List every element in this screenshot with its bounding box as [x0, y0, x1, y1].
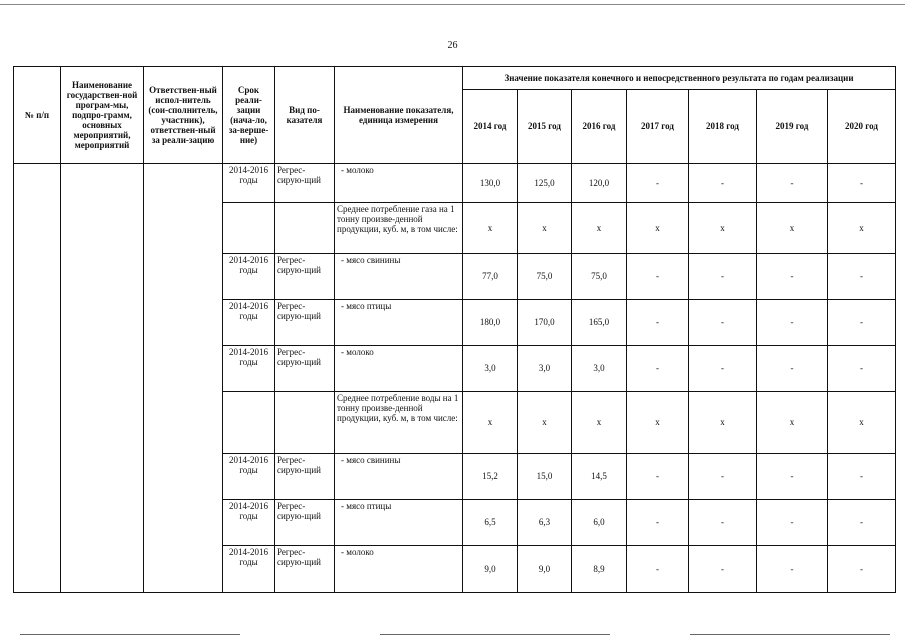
value-cell: x: [689, 392, 757, 454]
period-cell: 2014-2016 годы: [223, 500, 275, 546]
value-cell: -: [689, 164, 757, 203]
kind-cell: Регрес-сирую-щий: [275, 164, 335, 203]
indicator-name-cell: - мясо свинины: [335, 254, 463, 300]
value-cell: 75,0: [572, 254, 627, 300]
value-cell: -: [757, 546, 828, 593]
value-cell: -: [627, 346, 689, 392]
indicator-name-cell: - молоко: [335, 164, 463, 203]
indicator-name-cell: - молоко: [335, 546, 463, 593]
value-cell: -: [757, 164, 828, 203]
header-values-group: Значение показателя конечного и непосредственного результата по годам реализации: [463, 67, 896, 90]
value-cell: 6,3: [518, 500, 572, 546]
value-cell: -: [627, 254, 689, 300]
value-cell: 6,5: [463, 500, 518, 546]
value-cell: -: [757, 500, 828, 546]
kind-cell: Регрес-сирую-щий: [275, 346, 335, 392]
header-year: 2015 год: [518, 90, 572, 164]
value-cell: -: [828, 454, 896, 500]
value-cell: x: [828, 392, 896, 454]
header-executor: Ответствен-ный испол-нитель (сои-сполнитель, участник), ответствен-ный за реали-зацию: [144, 67, 223, 164]
value-cell: x: [463, 203, 518, 254]
bottom-edge-rule: [20, 634, 240, 635]
value-cell: x: [518, 392, 572, 454]
value-cell: -: [828, 546, 896, 593]
value-cell: 15,0: [518, 454, 572, 500]
indicator-name-cell: - молоко: [335, 346, 463, 392]
value-cell: x: [572, 392, 627, 454]
indicator-name-cell: - мясо свинины: [335, 454, 463, 500]
value-cell: 120,0: [572, 164, 627, 203]
value-cell: 75,0: [518, 254, 572, 300]
header-year: 2017 год: [627, 90, 689, 164]
period-cell: 2014-2016 годы: [223, 546, 275, 593]
value-cell: -: [828, 164, 896, 203]
period-cell: 2014-2016 годы: [223, 254, 275, 300]
value-cell: -: [689, 346, 757, 392]
value-cell: x: [572, 203, 627, 254]
value-cell: 125,0: [518, 164, 572, 203]
indicator-name-cell: - мясо птицы: [335, 300, 463, 346]
value-cell: -: [757, 346, 828, 392]
value-cell: 9,0: [463, 546, 518, 593]
bottom-edge-rule: [690, 634, 890, 635]
header-year: 2020 год: [828, 90, 896, 164]
value-cell: -: [828, 346, 896, 392]
value-cell: -: [627, 546, 689, 593]
value-cell: 14,5: [572, 454, 627, 500]
value-cell: x: [518, 203, 572, 254]
value-cell: -: [757, 254, 828, 300]
value-cell: 9,0: [518, 546, 572, 593]
indicator-name-cell: - мясо птицы: [335, 500, 463, 546]
value-cell: 15,2: [463, 454, 518, 500]
header-year: 2018 год: [689, 90, 757, 164]
value-cell: 3,0: [572, 346, 627, 392]
indicator-name-cell: Среднее потребление газа на 1 тонну произве-денной продукции, куб. м, в том числе:: [335, 203, 463, 254]
value-cell: -: [689, 254, 757, 300]
value-cell: x: [828, 203, 896, 254]
value-cell: -: [689, 454, 757, 500]
kind-cell: [275, 392, 335, 454]
header-year: 2016 год: [572, 90, 627, 164]
value-cell: x: [689, 203, 757, 254]
value-cell: 165,0: [572, 300, 627, 346]
period-cell: [223, 392, 275, 454]
num-cell-empty: [14, 164, 61, 593]
value-cell: -: [828, 500, 896, 546]
value-cell: x: [757, 392, 828, 454]
period-cell: 2014-2016 годы: [223, 346, 275, 392]
kind-cell: Регрес-сирую-щий: [275, 500, 335, 546]
period-cell: 2014-2016 годы: [223, 454, 275, 500]
value-cell: 6,0: [572, 500, 627, 546]
header-period: Срок реали-зации (нача-ло, за-верше-ние): [223, 67, 275, 164]
period-cell: 2014-2016 годы: [223, 300, 275, 346]
header-kind: Вид по-казателя: [275, 67, 335, 164]
value-cell: 77,0: [463, 254, 518, 300]
header-year: 2019 год: [757, 90, 828, 164]
header-num: № п/п: [14, 67, 61, 164]
value-cell: -: [828, 300, 896, 346]
header-year: 2014 год: [463, 90, 518, 164]
value-cell: 130,0: [463, 164, 518, 203]
period-cell: [223, 203, 275, 254]
value-cell: x: [627, 392, 689, 454]
executor-cell-empty: [144, 164, 223, 593]
kind-cell: Регрес-сирую-щий: [275, 254, 335, 300]
value-cell: -: [689, 500, 757, 546]
value-cell: 3,0: [518, 346, 572, 392]
value-cell: -: [627, 500, 689, 546]
kind-cell: Регрес-сирую-щий: [275, 300, 335, 346]
value-cell: -: [627, 164, 689, 203]
value-cell: -: [689, 546, 757, 593]
kind-cell: Регрес-сирую-щий: [275, 454, 335, 500]
value-cell: 180,0: [463, 300, 518, 346]
top-edge-rule: [0, 4, 905, 5]
indicators-table: [13, 66, 896, 593]
value-cell: -: [828, 254, 896, 300]
value-cell: x: [757, 203, 828, 254]
table-row: [14, 164, 896, 203]
value-cell: 8,9: [572, 546, 627, 593]
value-cell: -: [627, 300, 689, 346]
kind-cell: [275, 203, 335, 254]
value-cell: -: [627, 454, 689, 500]
indicator-name-cell: Среднее потребление воды на 1 тонну произве-денной продукции, куб. м, в том числе:: [335, 392, 463, 454]
page-number: 26: [447, 40, 458, 51]
value-cell: x: [627, 203, 689, 254]
program-cell-empty: [61, 164, 144, 593]
value-cell: -: [757, 300, 828, 346]
value-cell: -: [757, 454, 828, 500]
header-indicator: Наименование показателя, единица измерения: [335, 67, 463, 164]
value-cell: x: [463, 392, 518, 454]
kind-cell: Регрес-сирую-щий: [275, 546, 335, 593]
bottom-edge-rule: [380, 634, 610, 635]
value-cell: -: [689, 300, 757, 346]
value-cell: 3,0: [463, 346, 518, 392]
header-program: Наименование государствен-ной програм-мы, подпро-грамм, основных мероприятий, мероприятий: [61, 67, 144, 164]
period-cell: 2014-2016 годы: [223, 164, 275, 203]
value-cell: 170,0: [518, 300, 572, 346]
